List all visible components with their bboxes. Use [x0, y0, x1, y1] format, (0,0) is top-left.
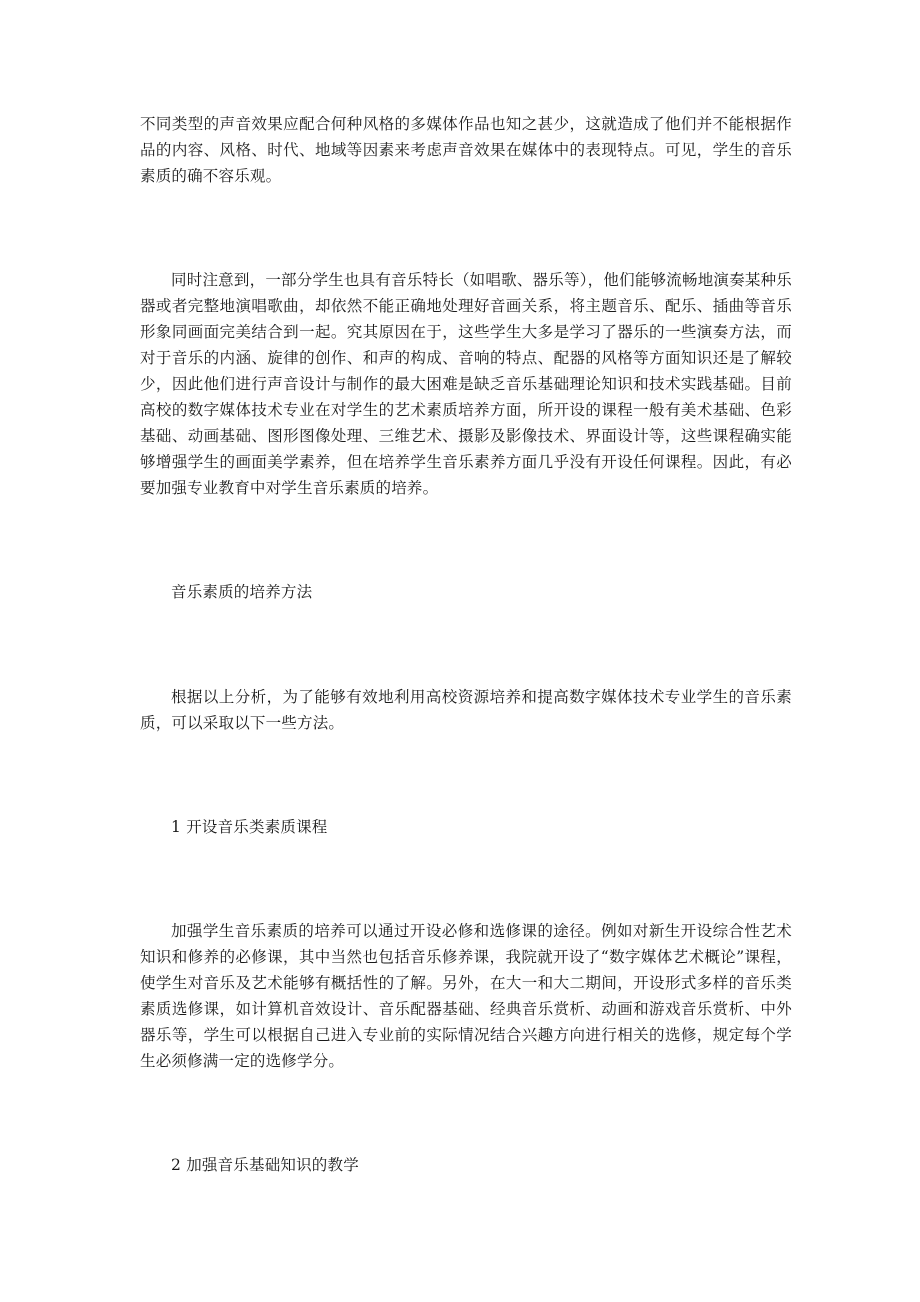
paragraph-music-quality-outlook: 不同类型的声音效果应配合何种风格的多媒体作品也知之甚少，这就造成了他们并不能根据作品的内容、风格、时代、地域等因素来考虑声音效果在媒体中的表现特点。可见，学生的音乐素质的确不容乐观。	[140, 115, 792, 185]
section-heading-training-methods: 音乐素质的培养方法	[171, 583, 313, 601]
paragraph-student-musical-skills: 同时注意到，一部分学生也具有音乐特长（如唱歌、器乐等），他们能够流畅地演奏某种乐器或者完整地演唱歌曲，却依然不能正确地处理好音画关系，将主题音乐、配乐、插曲等音乐形象同画面完美结合到一起。究其原因在于，这些学生大多是学习了器乐的一些演奏方法，而对于音乐的内涵、旋律的创作、和声的构成、音响的特点、配器的风格等方面知识还是了解较少，因此他们进行声音设计与制作的最大困难是缺乏音乐基础理论知识和技术实践基础。目前高校的数字媒体技术专业在对学生的艺术素质培养方面，所开设的课程一般有美术基础、色彩基础、动画基础、图形图像处理、三维艺术、摄影及影像技术、界面设计等，这些课程确实能够增强学生的画面美学素养，但在培养学生音乐素养方面几乎没有开设任何课程。因此，有必要加强专业教育中对学生音乐素质的培养。	[140, 271, 792, 497]
paragraph-music-courses-detail: 加强学生音乐素质的培养可以通过开设必修和选修课的途径。例如对新生开设综合性艺术知识和修养的必修课，其中当然也包括音乐修养课，我院就开设了“数字媒体艺术概论”课程，使学生对音乐及艺术能够有概括性的了解。另外，在大一和大二期间，开设形式多样的音乐类素质选修课，如计算机音效设计、音乐配器基础、经典音乐赏析、动画和游戏音乐赏析、中外器乐等，学生可以根据自己进入专业前的实际情况结合兴趣方向进行相关的选修，规定每个学生必须修满一定的选修学分。	[140, 922, 792, 1070]
section-heading-music-courses: 1 开设音乐类素质课程	[171, 818, 328, 836]
section-heading-basic-knowledge: 2 加强音乐基础知识的教学	[171, 1156, 359, 1174]
paragraph-analysis-intro: 根据以上分析，为了能够有效地利用高校资源培养和提高数字媒体技术专业学生的音乐素质，可以采取以下一些方法。	[140, 688, 792, 732]
